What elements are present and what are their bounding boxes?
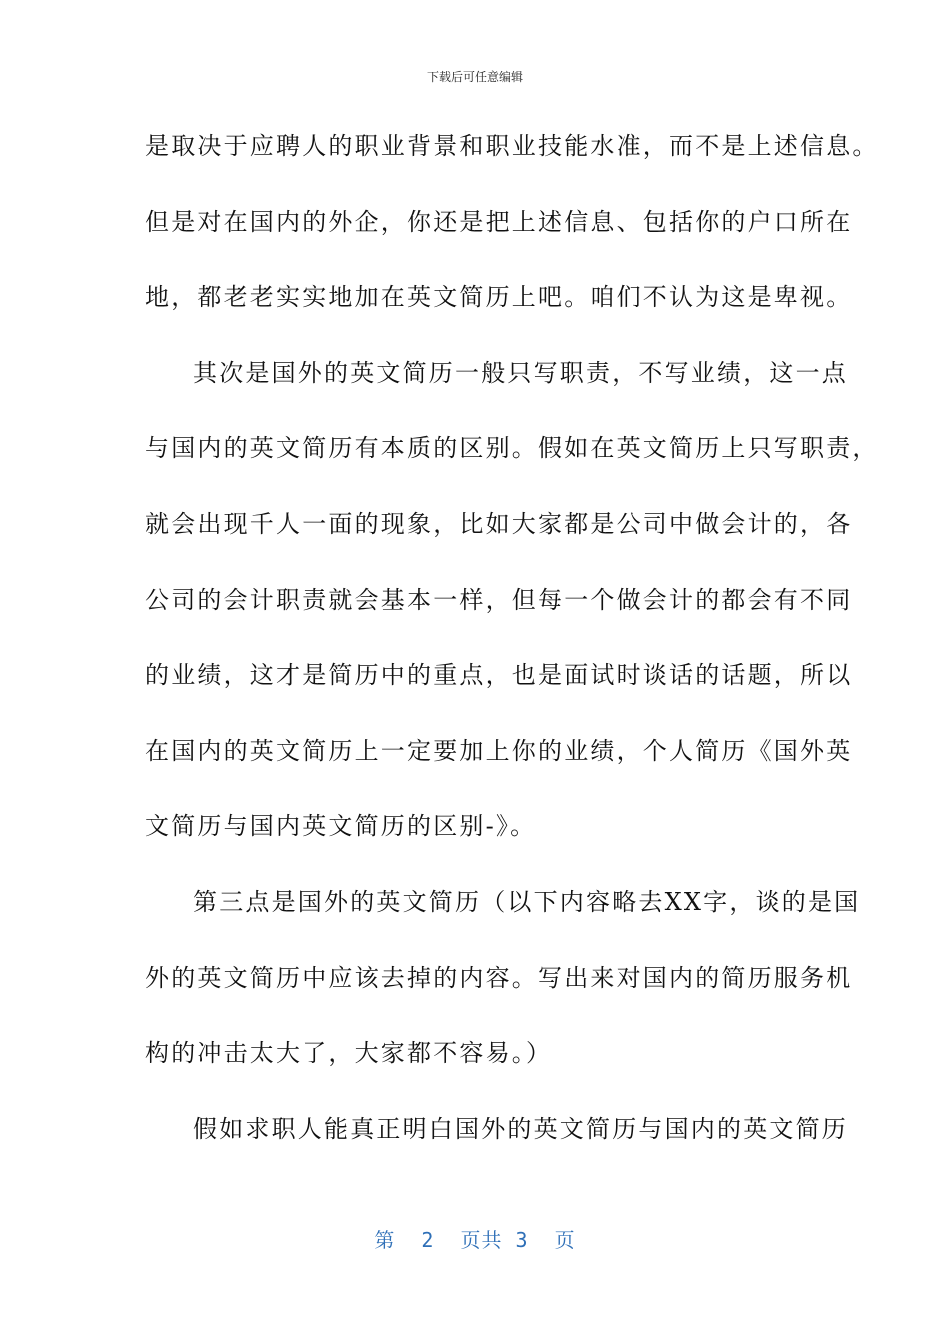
paragraph-line: 其次是国外的英文简历一般只写职责，不写业绩，这一点 (193, 358, 848, 387)
paragraph-line: 就会出现千人一面的现象，比如大家都是公司中做会计的，各 (145, 509, 853, 538)
paragraph-line: 公司的会计职责就会基本一样，但每一个做会计的都会有不同 (145, 585, 853, 614)
paragraph-line: 与国内的英文简历有本质的区别。假如在英文简历上只写职责， (145, 434, 879, 463)
paragraph-line: 在国内的英文简历上一定要加上你的业绩，个人简历《国外英 (145, 736, 853, 765)
paragraph-line: 构的冲击太大了，大家都不容易。） (145, 1039, 553, 1068)
document-body (145, 118, 879, 1176)
paragraph-line: 文简历与国内英文简历的区别-》。 (145, 812, 537, 841)
page-number-footer: 第 2 页共 3 页 (374, 1228, 576, 1252)
paragraph-line: 是取决于应聘人的职业背景和职业技能水准，而不是上述信息。 (145, 132, 879, 160)
paragraph-line: 地，都老老实实地加在英文简历上吧。咱们不认为这是卑视。 (145, 283, 853, 312)
paragraph-line: 但是对在国内的外企，你还是把上述信息、包括你的户口所在 (145, 207, 853, 236)
paragraph-line: 的业绩，这才是简历中的重点，也是面试时谈话的话题，所以 (145, 661, 853, 690)
page-header: 下载后可任意编辑 (426, 70, 523, 84)
paragraph-line: 假如求职人能真正明白国外的英文简历与国内的英文简历 (193, 1114, 848, 1143)
paragraph-line: 第三点是国外的英文简历（以下内容略去XX字，谈的是国 (193, 887, 861, 916)
paragraph-line: 外的英文简历中应该去掉的内容。写出来对国内的简历服务机 (145, 963, 853, 992)
